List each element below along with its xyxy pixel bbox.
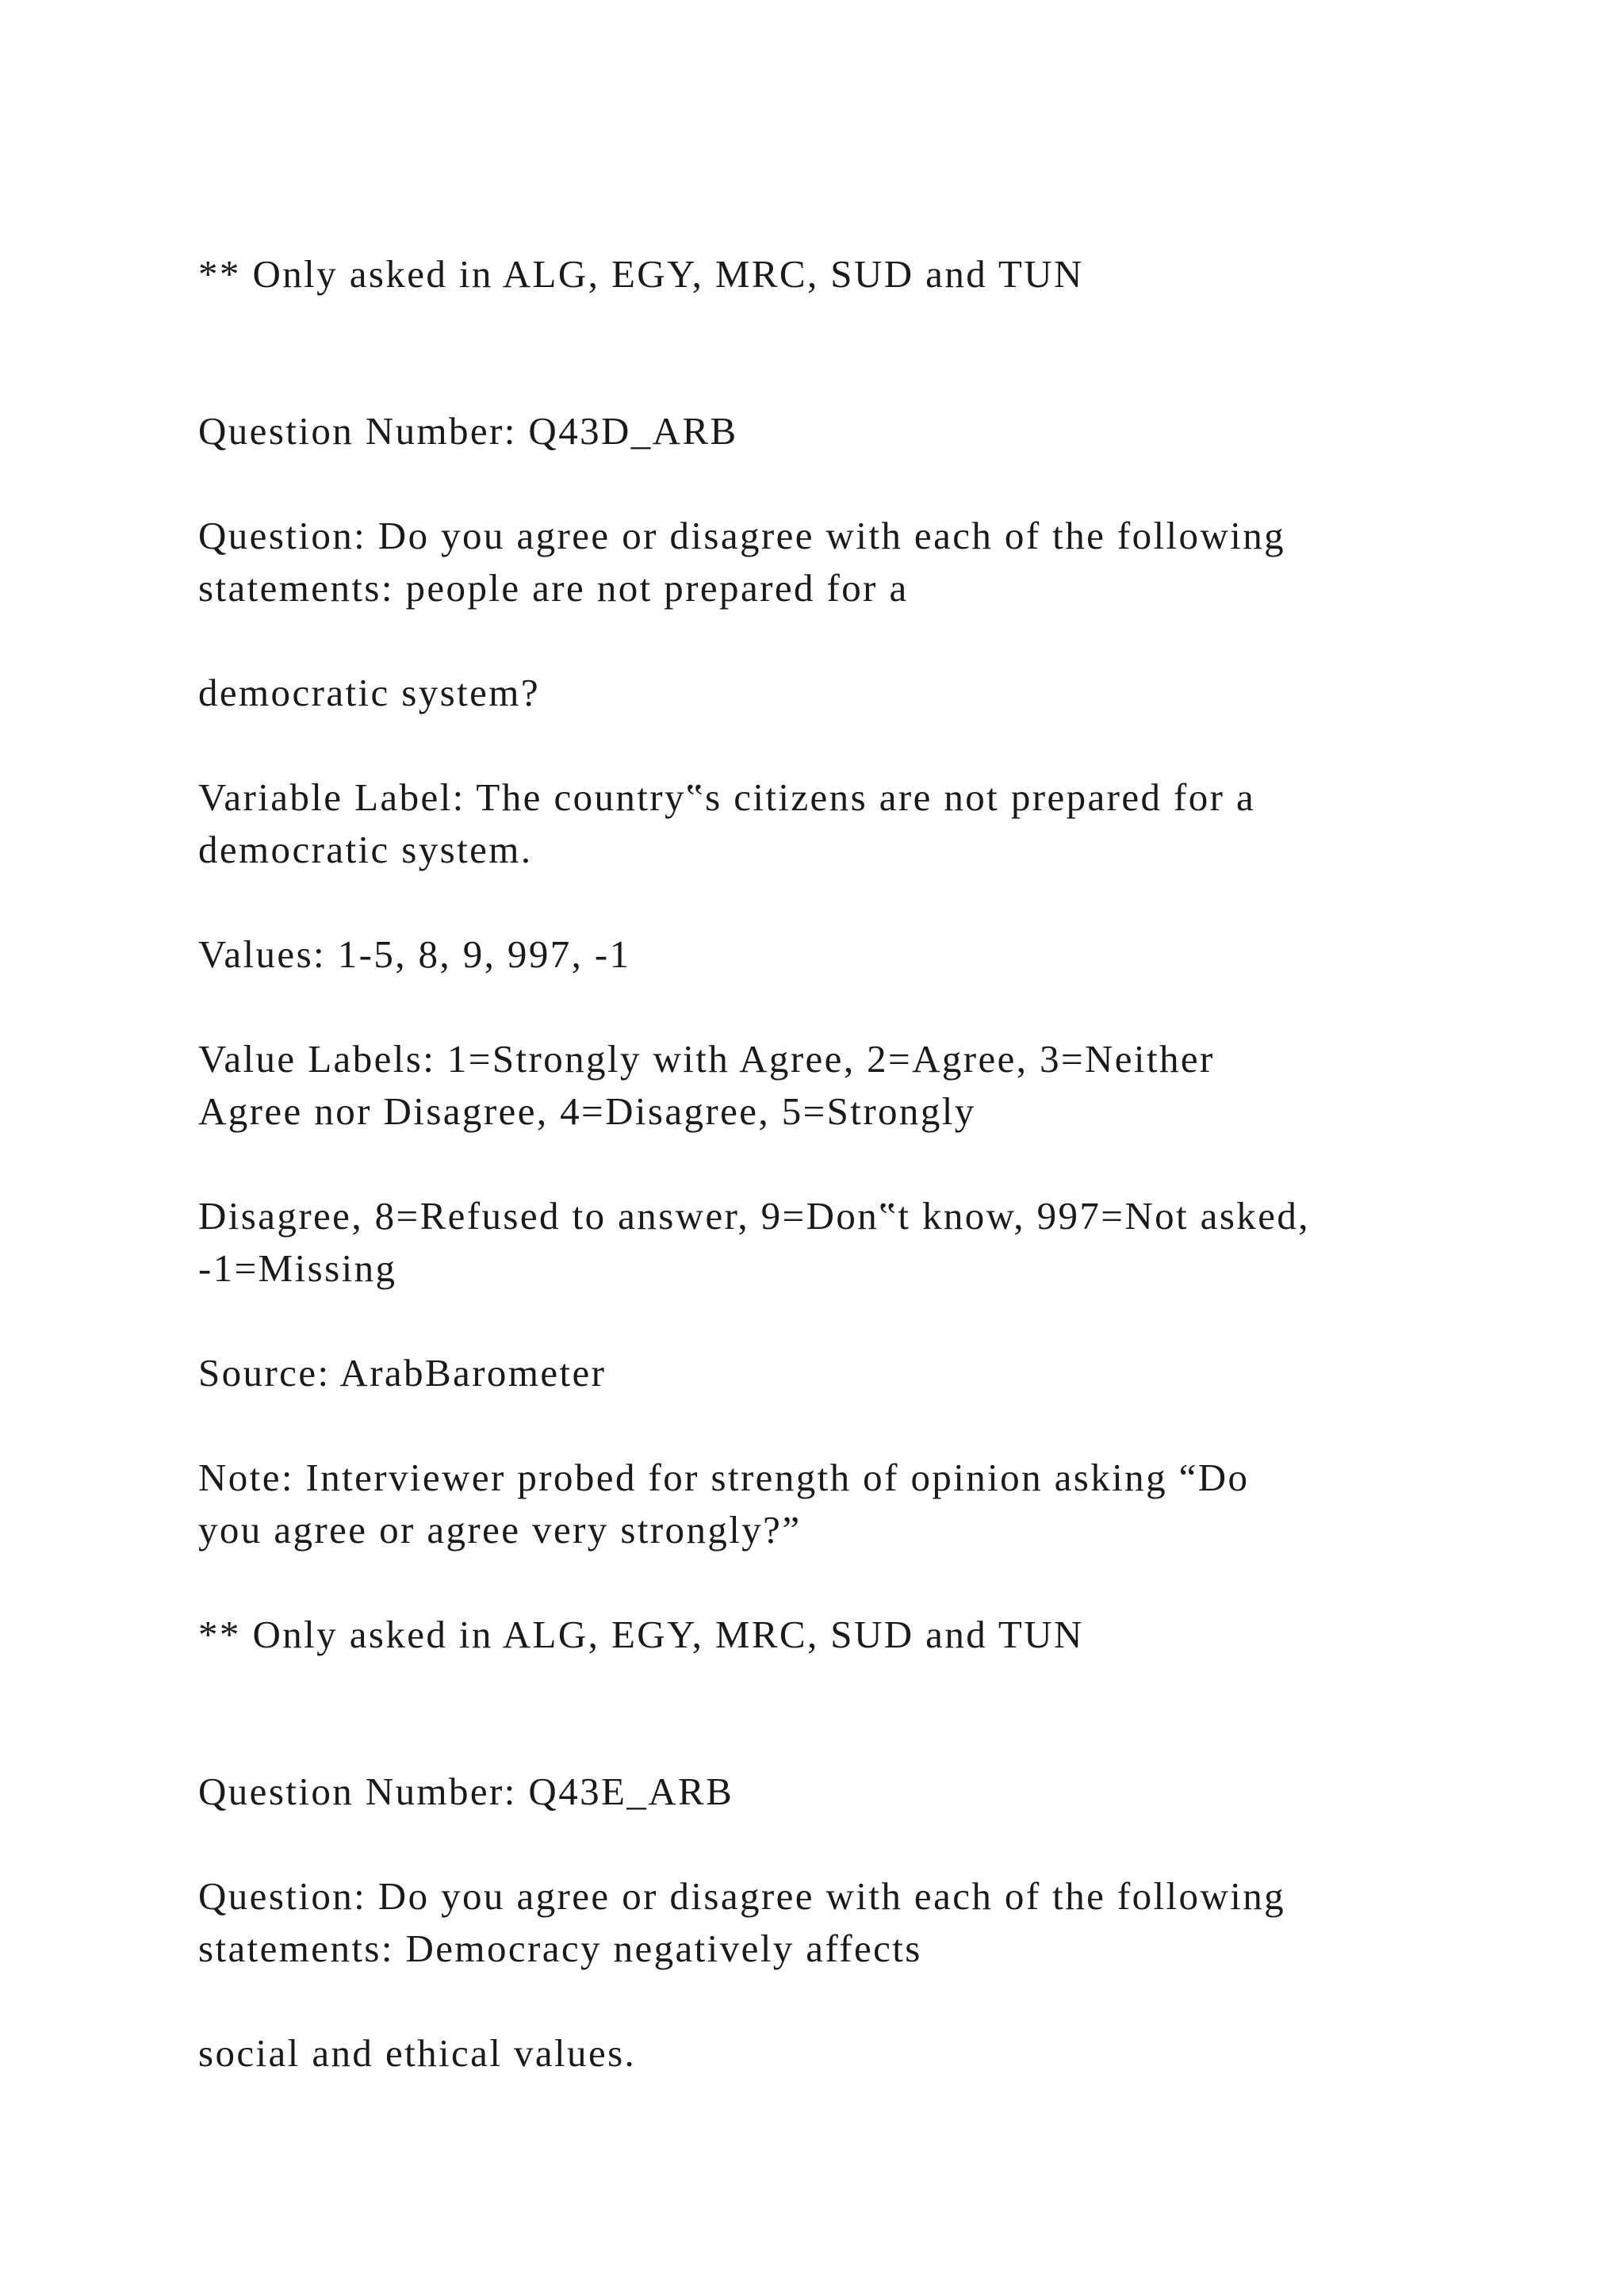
variable-label-line: democratic system. [198,828,533,871]
question-number-q43d: Question Number: Q43D_ARB [198,409,738,453]
note-line: Note: Interviewer probed for strength of opinion asking “Do [198,1456,1250,1499]
note-only-asked-countries: ** Only asked in ALG, EGY, MRC, SUD and TUN [198,252,1084,296]
value-labels-line: -1=Missing [198,1246,397,1290]
values-line: Values: 1-5, 8, 9, 997, -1 [198,932,631,976]
value-labels-line: Value Labels: 1=Strongly with Agree, 2=Agree, 3=Neither [198,1037,1215,1081]
source-line: Source: ArabBarometer [198,1351,607,1395]
question-text-line: statements: Democracy negatively affects [198,1927,922,1970]
value-labels-line: Disagree, 8=Refused to answer, 9=Don‟t know, 997=Not asked, [198,1194,1310,1238]
note-only-asked-countries: ** Only asked in ALG, EGY, MRC, SUD and TUN [198,1613,1084,1656]
question-text-line: Question: Do you agree or disagree with each of the following [198,514,1286,557]
variable-label-line: Variable Label: The country‟s citizens are not prepared for a [198,775,1256,819]
question-text-line: statements: people are not prepared for a [198,566,909,610]
question-text-line: democratic system? [198,671,540,714]
question-text-line: Question: Do you agree or disagree with each of the following [198,1874,1286,1918]
question-text-line: social and ethical values. [198,2031,637,2075]
note-line: you agree or agree very strongly?” [198,1508,802,1552]
value-labels-line: Agree nor Disagree, 4=Disagree, 5=Strongly [198,1089,976,1133]
question-number-q43e: Question Number: Q43E_ARB [198,1770,734,1813]
